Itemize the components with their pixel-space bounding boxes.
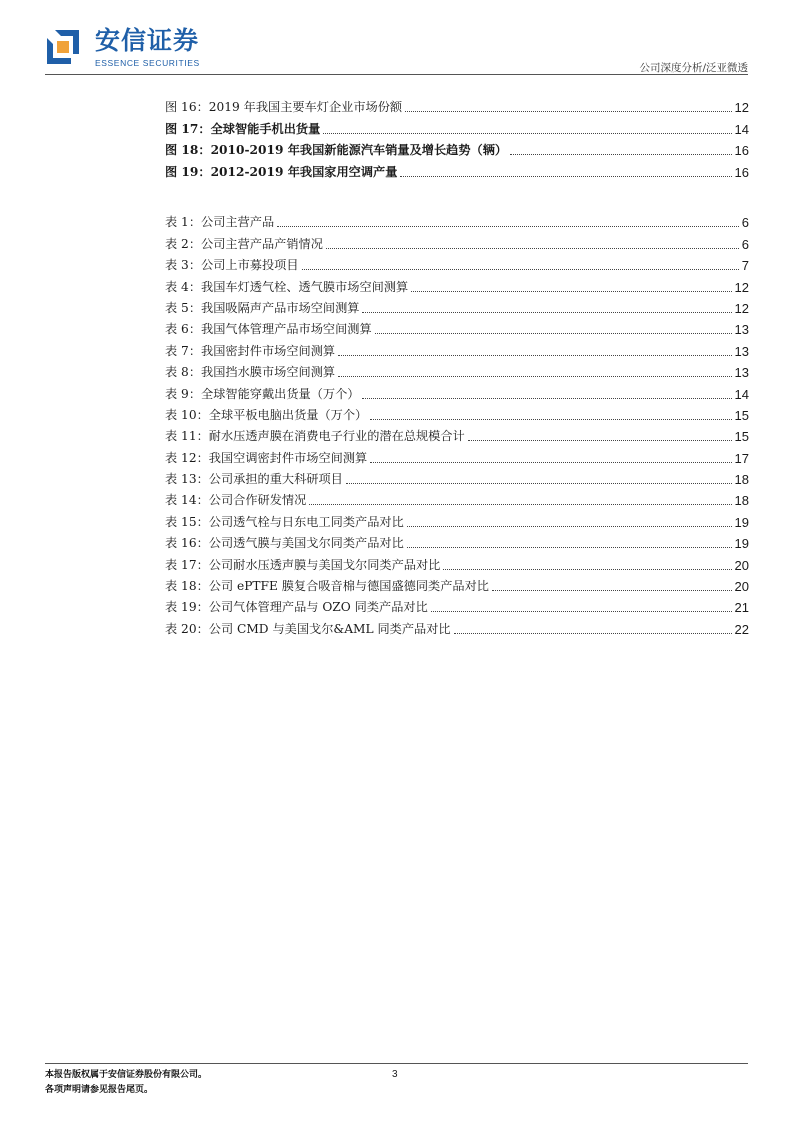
table-toc-entry[interactable] (165, 337, 749, 358)
dot-leader (338, 376, 731, 377)
dot-leader (338, 355, 731, 356)
table-toc-entry[interactable] (165, 551, 749, 572)
table-toc-entry-label: 表 1：公司主营产品 (165, 215, 275, 230)
table-toc-entry-label: 表 8：我国挡水膜市场空间测算 (165, 365, 336, 380)
table-toc-entry[interactable] (165, 230, 749, 251)
footer-divider (45, 1063, 748, 1064)
dot-leader (326, 248, 739, 249)
copyright-text: 本报告版权属于安信证券股份有限公司。 (45, 1070, 208, 1080)
table-toc-entry-label: 表 6：我国气体管理产品市场空间测算 (165, 322, 372, 337)
table-toc-entry-label: 表 12：我国空调密封件市场空间测算 (165, 450, 368, 465)
table-toc-entry-label: 表 14：公司合作研发情况 (165, 493, 307, 508)
table-toc-entry[interactable] (165, 423, 749, 444)
table-toc-entry-page: 15 (734, 429, 749, 445)
table-toc-entry-label: 表 9：全球智能穿戴出货量（万个） (165, 386, 360, 401)
table-toc-entry-label: 表 20：公司 CMD 与美国戈尔&AML 同类产品对比 (165, 621, 451, 636)
figure-toc-entry[interactable] (165, 137, 749, 158)
logo-chinese-name: 安信证券 (95, 26, 200, 55)
table-toc-entry-page: 18 (734, 472, 749, 488)
page-number: 3 (392, 1069, 398, 1080)
dot-leader (370, 462, 731, 463)
page-header (45, 26, 748, 72)
table-toc-entry[interactable] (165, 444, 749, 465)
table-toc-entry-label: 表 13：公司承担的重大科研项目 (165, 472, 343, 487)
table-toc-entry-page: 17 (734, 450, 749, 466)
dot-leader (346, 483, 732, 484)
report-type: 公司深度分析/泛亚微透 (639, 62, 748, 74)
figure-toc-entry-label: 图 17：全球智能手机出货量 (165, 121, 321, 136)
table-toc-entry[interactable] (165, 508, 749, 529)
dot-leader (454, 633, 732, 634)
table-toc-entry[interactable] (165, 573, 749, 594)
table-toc-entry[interactable] (165, 615, 749, 636)
dot-leader (411, 291, 731, 292)
figure-list (165, 94, 749, 180)
dot-leader (407, 547, 732, 548)
dot-leader (370, 419, 731, 420)
dot-leader (362, 312, 731, 313)
table-toc-entry[interactable] (165, 359, 749, 380)
table-toc-entry-label: 表 11：耐水压透声膜在消费电子行业的潜在总规模合计 (165, 429, 465, 444)
table-toc-entry[interactable] (165, 209, 749, 230)
table-toc-entry[interactable] (165, 594, 749, 615)
table-toc-entry[interactable] (165, 530, 749, 551)
table-toc-entry-label: 表 10：全球平板电脑出货量（万个） (165, 407, 368, 422)
table-toc-entry-label: 表 16：公司透气膜与美国戈尔同类产品对比 (165, 536, 404, 551)
dot-leader (443, 569, 731, 570)
table-toc-entry[interactable] (165, 466, 749, 487)
table-toc-entry[interactable] (165, 295, 749, 316)
table-toc-entry-label: 表 19：公司气体管理产品与 OZO 同类产品对比 (165, 600, 428, 615)
table-toc-entry-page: 6 (741, 236, 749, 252)
dot-leader (362, 398, 731, 399)
table-toc-entry-page: 18 (734, 493, 749, 509)
table-toc-entry-page: 13 (734, 365, 749, 381)
dot-leader (309, 504, 731, 505)
table-toc-entry-page: 13 (734, 322, 749, 338)
table-toc-entry-page: 15 (734, 407, 749, 423)
table-toc-entry-label: 表 17：公司耐水压透声膜与美国戈尔同类产品对比 (165, 557, 441, 572)
figure-toc-entry-page: 14 (734, 121, 749, 137)
figure-toc-entry-page: 12 (734, 100, 749, 116)
table-toc-entry[interactable] (165, 252, 749, 273)
figure-toc-entry-label: 图 16：2019 年我国主要车灯企业市场份额 (165, 100, 403, 115)
dot-leader (400, 176, 731, 177)
table-toc-entry[interactable] (165, 402, 749, 423)
figure-toc-entry-label: 图 19：2012-2019 年我国家用空调产量 (165, 164, 398, 179)
table-toc-entry-page: 7 (741, 258, 749, 274)
table-toc-entry-page: 21 (734, 600, 749, 616)
figure-toc-entry-label: 图 18：2010-2019 年我国新能源汽车销量及增长趋势（辆） (165, 143, 508, 158)
table-toc-entry-page: 13 (734, 343, 749, 359)
essence-logo-icon (45, 28, 81, 66)
disclaimer-text: 各项声明请参见报告尾页。 (45, 1085, 154, 1095)
table-toc-entry-page: 19 (734, 514, 749, 530)
table-toc-entry[interactable] (165, 273, 749, 294)
figure-toc-entry-page: 16 (734, 164, 749, 180)
table-toc-entry-label: 表 3：公司上市募投项目 (165, 258, 299, 273)
dot-leader (407, 526, 732, 527)
table-toc-entry[interactable] (165, 380, 749, 401)
table-toc-entry-page: 20 (734, 579, 749, 595)
table-toc-entry-label: 表 4：我国车灯透气栓、透气膜市场空间测算 (165, 279, 409, 294)
table-toc-entry-page: 22 (734, 621, 749, 637)
figure-toc-entry[interactable] (165, 94, 749, 115)
dot-leader (468, 440, 732, 441)
dot-leader (375, 333, 732, 334)
table-toc-entry[interactable] (165, 487, 749, 508)
table-toc-entry-page: 14 (734, 386, 749, 402)
dot-leader (302, 269, 739, 270)
table-toc-entry-label: 表 18：公司 ePTFE 膜复合吸音棉与德国盛德同类产品对比 (165, 579, 489, 594)
table-toc-entry-label: 表 5：我国吸隔声产品市场空间测算 (165, 300, 360, 315)
table-toc-entry-page: 20 (734, 557, 749, 573)
figure-toc-entry[interactable] (165, 115, 749, 136)
dot-leader (492, 590, 732, 591)
table-toc-entry-label: 表 7：我国密封件市场空间测算 (165, 343, 336, 358)
dot-leader (405, 111, 731, 112)
dot-leader (510, 154, 731, 155)
table-toc-entry-page: 19 (734, 536, 749, 552)
header-divider (45, 74, 748, 75)
table-list (165, 209, 749, 637)
footer-notes (45, 1068, 207, 1098)
figure-toc-entry[interactable] (165, 158, 749, 179)
table-toc-entry[interactable] (165, 316, 749, 337)
dot-leader (431, 611, 732, 612)
logo-english-name: ESSENCE SECURITIES (95, 58, 200, 68)
table-toc-entry-label: 表 15：公司透气栓与日东电工同类产品对比 (165, 514, 404, 529)
dot-leader (277, 226, 739, 227)
table-toc-entry-label: 表 2：公司主营产品产销情况 (165, 236, 323, 251)
table-toc-entry-page: 12 (734, 300, 749, 316)
table-toc-entry-page: 12 (734, 279, 749, 295)
figure-toc-entry-page: 16 (734, 143, 749, 159)
dot-leader (323, 133, 731, 134)
table-toc-entry-page: 6 (741, 215, 749, 231)
